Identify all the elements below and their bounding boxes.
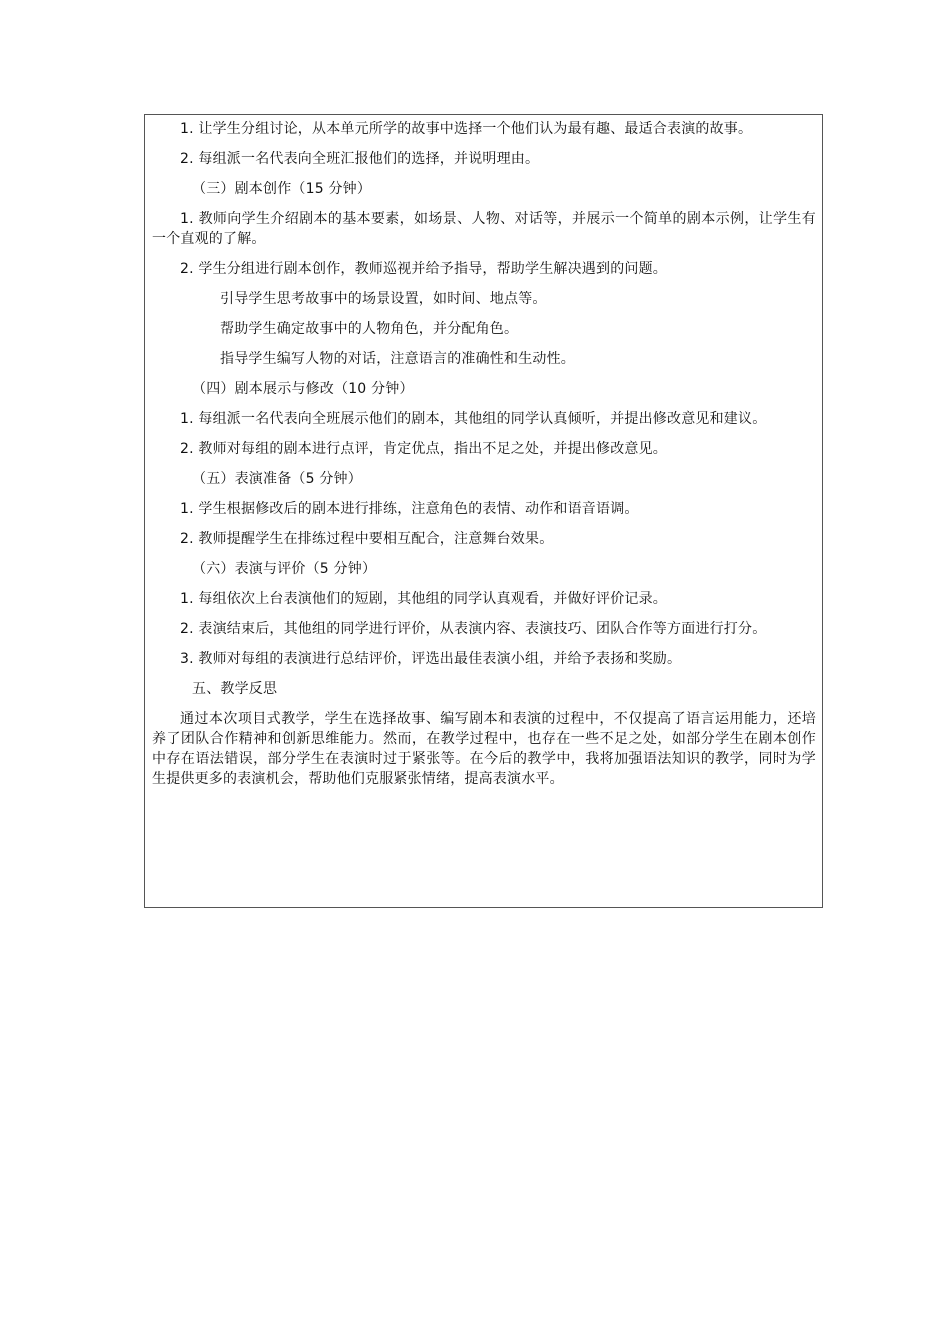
list-item: 2. 每组派一名代表向全班汇报他们的选择，并说明理由。 <box>180 151 540 167</box>
section-heading: （五）表演准备（5 分钟） <box>192 471 362 487</box>
list-item: 3. 教师对每组的表演进行总结评价，评选出最佳表演小组，并给予表扬和奖励。 <box>180 651 682 667</box>
list-item: 2. 教师提醒学生在排练过程中要相互配合，注意舞台效果。 <box>180 531 554 547</box>
section-heading: （六）表演与评价（5 分钟） <box>192 561 377 577</box>
list-item: 1. 让学生分组讨论，从本单元所学的故事中选择一个他们认为最有趣、最适合表演的故事。 <box>180 121 753 137</box>
list-item: 2. 教师对每组的剧本进行点评，肯定优点，指出不足之处，并提出修改意见。 <box>180 441 668 457</box>
list-item: 2. 学生分组进行剧本创作，教师巡视并给予指导，帮助学生解决遇到的问题。 <box>180 261 668 277</box>
sub-item: 指导学生编写人物的对话，注意语言的准确性和生动性。 <box>220 351 575 367</box>
sub-item: 帮助学生确定故事中的人物角色，并分配角色。 <box>220 321 519 337</box>
list-item: 1. 学生根据修改后的剧本进行排练，注意角色的表情、动作和语音语调。 <box>180 501 639 517</box>
list-item: 1. 每组派一名代表向全班展示他们的剧本，其他组的同学认真倾听，并提出修改意见和建议。 <box>180 411 767 427</box>
document-body <box>152 119 816 799</box>
section-heading: （三）剧本创作（15 分钟） <box>192 181 372 197</box>
section-heading: （四）剧本展示与修改（10 分钟） <box>192 381 414 397</box>
list-item: 2. 表演结束后，其他组的同学进行评价，从表演内容、表演技巧、团队合作等方面进行打分。 <box>180 621 767 637</box>
sub-item: 引导学生思考故事中的场景设置，如时间、地点等。 <box>220 291 547 307</box>
section-heading: 五、教学反思 <box>192 681 278 697</box>
paragraph: 通过本次项目式教学，学生在选择故事、编写剧本和表演的过程中，不仅提高了语言运用能力，还培养了团队合作精神和创新思维能力。然而，在教学过程中，也存在一些不足之处，如部分学生在剧本创作中存在语法错误，部分学生在表演时过于紧张等。在今后的教学中，我将加强语法知识的教学，同时为学生提供更多的表演机会，帮助他们克服紧张情绪，提高表演水平。 <box>152 711 816 787</box>
list-item: 1. 教师向学生介绍剧本的基本要素，如场景、人物、对话等，并展示一个简单的剧本示例，让学生有一个直观的了解。 <box>152 211 816 247</box>
list-item: 1. 每组依次上台表演他们的短剧，其他组的同学认真观看，并做好评价记录。 <box>180 591 668 607</box>
